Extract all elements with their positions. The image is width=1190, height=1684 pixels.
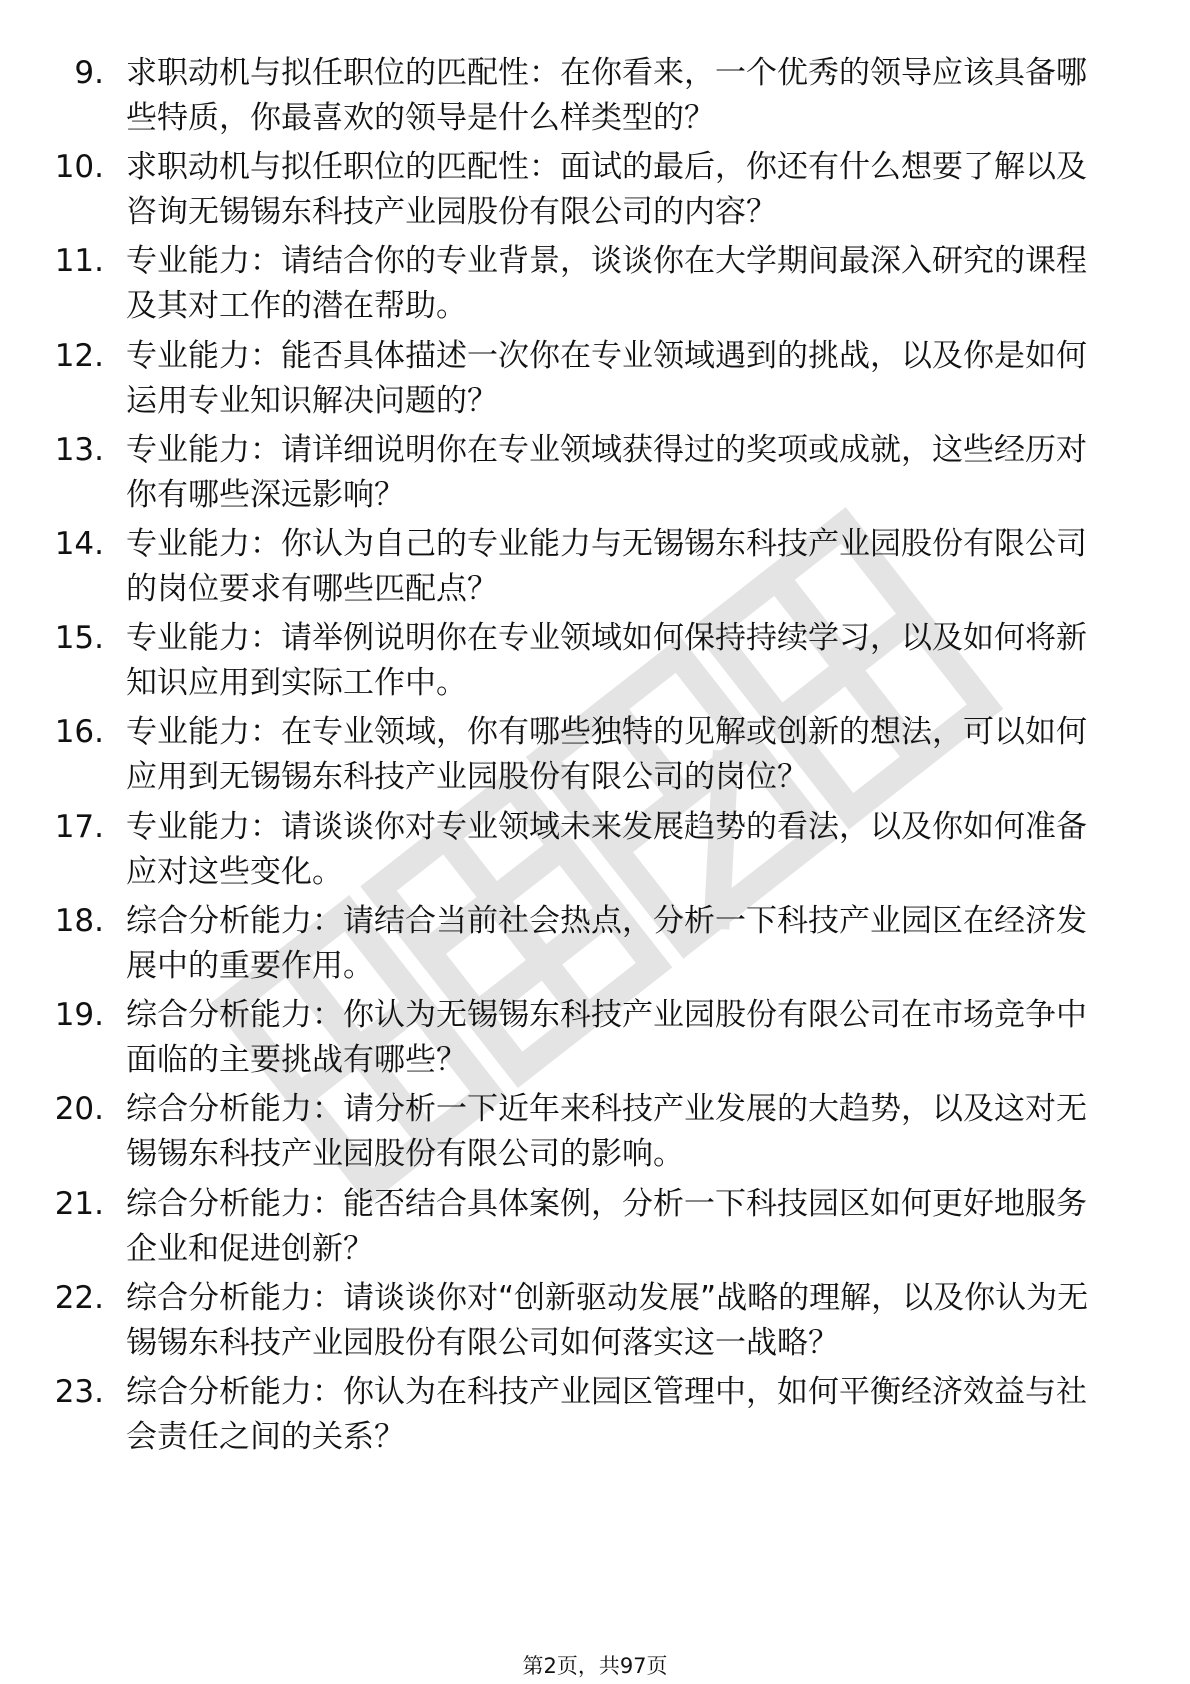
list-item — [0, 239, 1190, 329]
question-text: 专业能力：请详细说明你在专业领域获得过的奖项或成就，这些经历对你有哪些深远影响？ — [126, 432, 1087, 513]
list-item — [0, 1276, 1190, 1366]
question-number: 21. — [54, 1186, 104, 1222]
list-item — [0, 428, 1190, 518]
list-item — [0, 899, 1190, 989]
question-number: 19. — [54, 997, 104, 1033]
list-item — [0, 616, 1190, 706]
question-text: 专业能力：请举例说明你在专业领域如何保持持续学习，以及如何将新知识应用到实际工作中。 — [126, 620, 1087, 701]
question-number: 15. — [54, 620, 104, 656]
question-text: 综合分析能力：你认为在科技产业园区管理中，如何平衡经济效益与社会责任之间的关系？ — [126, 1374, 1087, 1455]
question-text: 专业能力：在专业领域，你有哪些独特的见解或创新的想法，可以如何应用到无锡锡东科技产业园股份有限公司的岗位？ — [126, 714, 1087, 795]
question-text: 求职动机与拟任职位的匹配性：在你看来，一个优秀的领导应该具备哪些特质，你最喜欢的领导是什么样类型的？ — [126, 55, 1087, 136]
page-indicator: 第2页，共97页 — [522, 1654, 668, 1678]
question-text: 专业能力：请谈谈你对专业领域未来发展趋势的看法，以及你如何准备应对这些变化。 — [126, 809, 1087, 890]
question-number: 22. — [54, 1280, 104, 1316]
question-text: 综合分析能力：请谈谈你对“创新驱动发展”战略的理解，以及你认为无锡锡东科技产业园股份有限公司如何落实这一战略？ — [126, 1280, 1089, 1361]
question-text: 求职动机与拟任职位的匹配性：面试的最后，你还有什么想要了解以及咨询无锡锡东科技产业园股份有限公司的内容？ — [126, 149, 1087, 230]
question-text: 专业能力：请结合你的专业背景，谈谈你在大学期间最深入研究的课程及其对工作的潜在帮助。 — [126, 243, 1087, 324]
list-item — [0, 1182, 1190, 1272]
question-text: 专业能力：你认为自己的专业能力与无锡锡东科技产业园股份有限公司的岗位要求有哪些匹配点？ — [126, 526, 1087, 607]
question-number: 17. — [54, 809, 104, 845]
question-number: 20. — [54, 1091, 104, 1127]
question-text: 综合分析能力：请分析一下近年来科技产业发展的大趋势，以及这对无锡锡东科技产业园股份有限公司的影响。 — [126, 1091, 1087, 1172]
question-number: 23. — [54, 1374, 104, 1410]
list-item — [0, 1087, 1190, 1177]
list-item — [0, 522, 1190, 612]
question-text: 综合分析能力：能否结合具体案例，分析一下科技园区如何更好地服务企业和促进创新？ — [126, 1186, 1087, 1267]
question-number: 9. — [74, 55, 104, 91]
list-item — [0, 1370, 1190, 1460]
question-text: 综合分析能力：请结合当前社会热点，分析一下科技产业园区在经济发展中的重要作用。 — [126, 903, 1087, 984]
question-number: 16. — [54, 714, 104, 750]
question-number: 13. — [54, 432, 104, 468]
list-item — [0, 805, 1190, 895]
question-number: 14. — [54, 526, 104, 562]
question-number: 18. — [54, 903, 104, 939]
question-number: 12. — [54, 338, 104, 374]
list-item — [0, 145, 1190, 235]
page-footer — [0, 1652, 1190, 1680]
question-text: 专业能力：能否具体描述一次你在专业领域遇到的挑战，以及你是如何运用专业知识解决问题的？ — [126, 338, 1087, 419]
question-text: 综合分析能力：你认为无锡锡东科技产业园股份有限公司在市场竞争中面临的主要挑战有哪些？ — [126, 997, 1087, 1078]
list-item — [0, 334, 1190, 424]
list-item — [0, 51, 1190, 141]
list-item — [0, 993, 1190, 1083]
list-item — [0, 710, 1190, 800]
question-number: 11. — [54, 243, 104, 279]
question-number: 10. — [54, 149, 104, 185]
